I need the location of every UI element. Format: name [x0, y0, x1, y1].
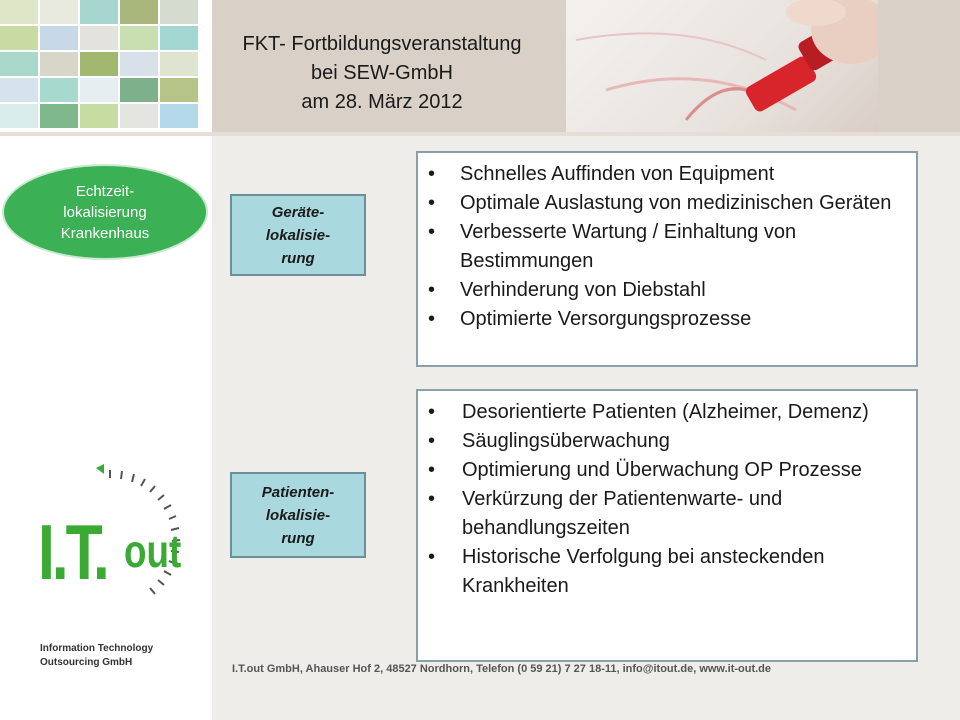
- category-line: lokalisie-: [265, 226, 331, 244]
- category-line: Geräte-: [271, 203, 325, 221]
- list-item: • Verhinderung von Diebstahl: [418, 276, 916, 305]
- badge-line: Echtzeit-: [75, 182, 135, 200]
- title-line: am 28. März 2012: [301, 91, 463, 113]
- category-device-localization: [230, 194, 366, 276]
- list-item: • Verkürzung der Patientenwarte- und behandlungszeiten: [418, 485, 916, 543]
- badge-line: Krankenhaus: [60, 224, 150, 242]
- list-item: • Säuglingsüberwachung: [418, 427, 916, 456]
- device-benefits-list: [418, 153, 916, 334]
- logo-subtitle-line: Information Technology: [40, 643, 154, 654]
- category-line: rung: [281, 249, 315, 267]
- device-benefits-box: [416, 151, 918, 367]
- mosaic-tiles: [0, 0, 205, 132]
- title-line: FKT- Fortbildungsveranstaltung: [242, 33, 522, 55]
- list-item: • Optimierung und Überwachung OP Prozesse: [418, 456, 916, 485]
- header-divider: [0, 132, 960, 136]
- list-item: • Historische Verfolgung bei ansteckenden Krankheiten: [418, 543, 916, 601]
- logo-subtitle-line: Outsourcing GmbH: [40, 657, 133, 668]
- list-item: • Verbesserte Wartung / Einhaltung von Bestimmungen: [418, 218, 916, 276]
- patient-benefits-list: [418, 391, 916, 601]
- list-item: • Optimale Auslastung von medizinischen Geräten: [418, 189, 916, 218]
- slide-title: [212, 30, 552, 117]
- marker-hand-image: [566, 0, 878, 132]
- category-line: Patienten-: [261, 483, 335, 501]
- logo-out-text: out: [124, 525, 182, 577]
- list-item: • Optimierte Versorgungsprozesse: [418, 305, 916, 334]
- category-line: lokalisie-: [265, 506, 331, 524]
- category-line: rung: [281, 529, 315, 547]
- list-item: • Schnelles Auffinden von Equipment: [418, 160, 916, 189]
- logo-subtitle: [40, 642, 153, 670]
- category-patient-localization: [230, 472, 366, 558]
- patient-benefits-box: [416, 389, 918, 662]
- badge-line: lokalisierung: [63, 203, 147, 221]
- header-photo: [566, 0, 878, 132]
- topic-badge: [2, 164, 208, 260]
- footer-contact: I.T.out GmbH, Ahauser Hof 2, 48527 Nordhorn, Telefon (0 59 21) 7 27 18-11, info@itout.de, www.it-out.de: [232, 663, 772, 675]
- logo-brand-text: I.T.: [38, 508, 107, 596]
- itout-logo: [38, 462, 218, 682]
- header-right-band: [878, 0, 960, 132]
- title-line: bei SEW-GmbH: [311, 62, 453, 84]
- list-item: • Desorientierte Patienten (Alzheimer, Demenz): [418, 398, 916, 427]
